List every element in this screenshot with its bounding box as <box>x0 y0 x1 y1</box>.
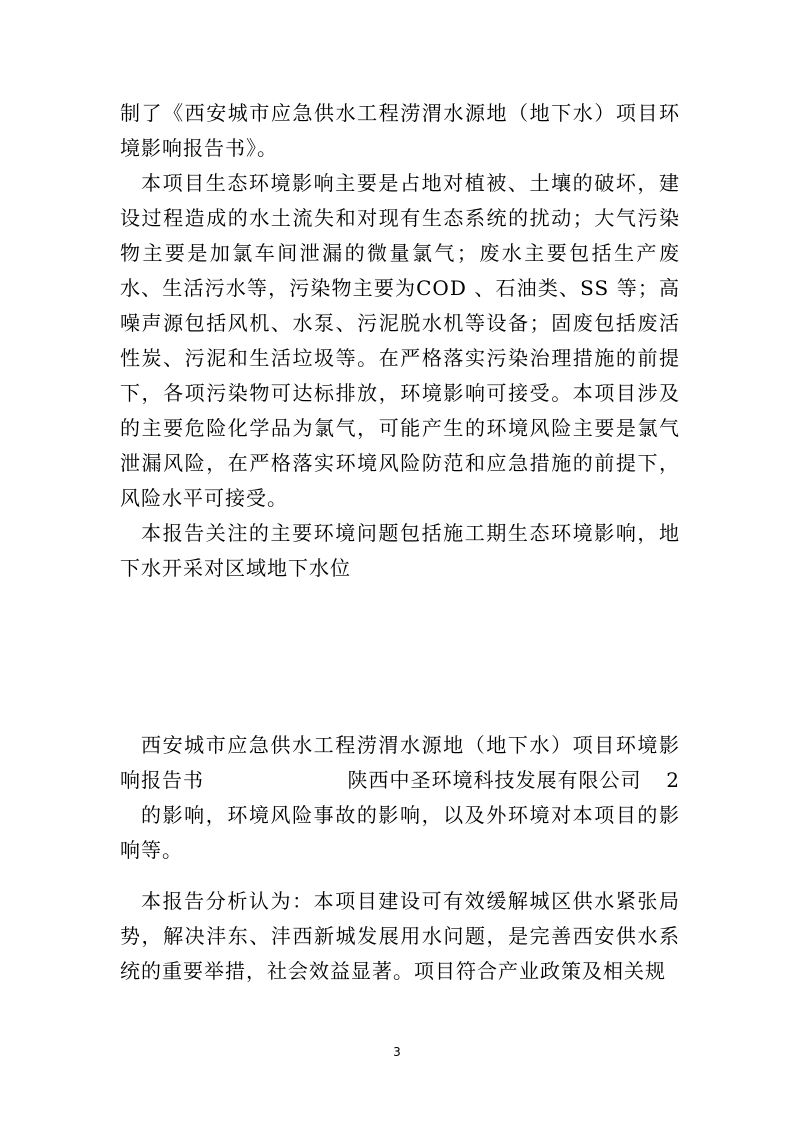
paragraph-environmental-impacts: 本项目生态环境影响主要是占地对植被、土壤的破坏，建设过程造成的水土流失和对现有生态系统的扰动；大气污染物主要是加氯车间泄漏的微量氯气；废水主要包括生产废水、生活污水等，污染物主要为COD 、石油类、SS 等；高噪声源包括风机、水泵、污泥脱水机等设备；固废包括废活性炭、污泥和生活垃圾等。在严格落实污染治理措施的前提下，各项污染物可达标排放，环境影响可接受。本项目涉及的主要危险化学品为氯气，可能产生的环境风险主要是氯气泄漏风险，在严格落实环境风险防范和应急措施的前提下，风险水平可接受。 <box>120 171 680 510</box>
paragraph-main-issues: 本报告关注的主要环境问题包括施工期生态环境影响，地下水开采对区域地下水位 <box>120 521 680 580</box>
footer-company-and-page <box>348 763 680 798</box>
paragraph-conclusion: 本报告分析认为：本项目建设可有效缓解城区供水紧张局势，解决沣东、沣西新城发展用水问题，是完善西安供水系统的重要举措，社会效益显著。项目符合产业政策及相关规 <box>120 889 680 983</box>
footer-company: 陕西中圣环境科技发展有限公司 <box>347 768 642 792</box>
paragraph-impacts-continued: 的影响，环境风险事故的影响，以及外环境对本项目的影响等。 <box>120 803 680 862</box>
running-title: 西安城市应急供水工程涝渭水源地（地下水）项目环境影响报告书 <box>120 733 680 792</box>
page-number: 3 <box>393 1045 401 1059</box>
body-text-top <box>120 96 680 586</box>
running-footer-line <box>120 763 680 798</box>
body-text-bottom <box>120 798 680 989</box>
paragraph-report-title-continuation: 制了《西安城市应急供水工程涝渭水源地（地下水）项目环境影响报告书》。 <box>120 101 680 160</box>
footer-page-ref: 2 <box>666 768 680 792</box>
